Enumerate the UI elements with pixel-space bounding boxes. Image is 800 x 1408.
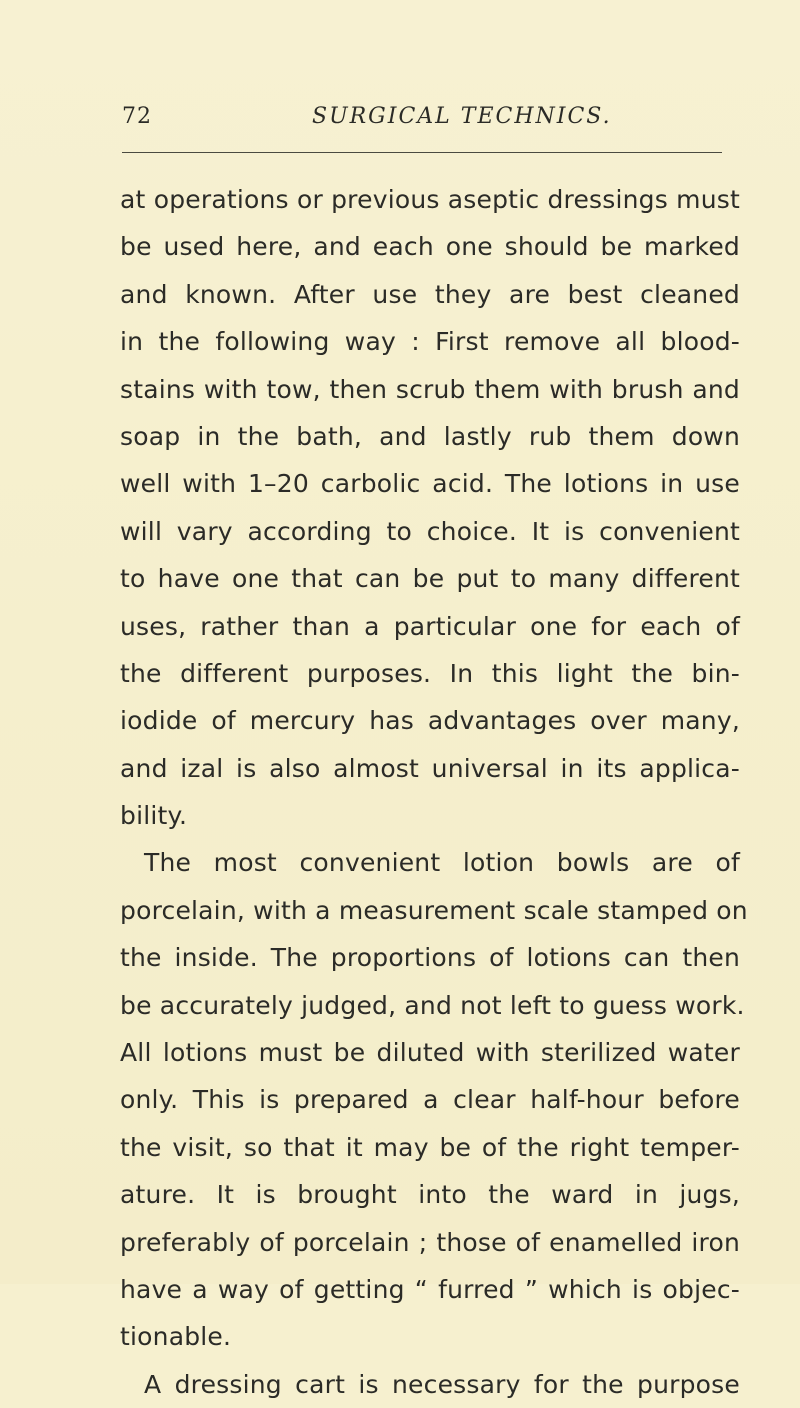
header-rule [122,152,722,153]
text-line: will vary according to choice. It is convenient [120,516,740,546]
text-line: have a way of getting “ furred ” which is objec- [120,1274,740,1304]
text-line: soap in the bath, and lastly rub them down [120,421,740,451]
text-line: porcelain, with a measurement scale stamped on [120,895,748,925]
text-line: stains with tow, then scrub them with brush and [120,374,740,404]
text-line: at operations or previous aseptic dressings must [120,185,740,214]
text-line: uses, rather than a particular one for each of [120,611,740,641]
text-line: ature. It is brought into the ward in jugs, [120,1180,740,1210]
page-header [0,104,800,144]
text-line: the inside. The proportions of lotions can then [120,943,740,973]
text-line: be accurately judged, and not left to guess work. [120,990,745,1020]
text-line: and known. After use they are best cleaned [120,279,740,309]
text-line: to have one that can be put to many different [120,564,740,594]
body-text [120,176,748,1408]
text-line: tionable. [120,1322,232,1352]
text-line: be used here, and each one should be marked [120,232,740,262]
text-line: A dressing cart is necessary for the purpose [144,1369,740,1399]
text-line: preferably of porcelain ; those of enamelled iron [120,1227,740,1257]
text-line: the visit, so that it may be of the right temper- [120,1132,740,1162]
page-number: 72 [122,104,152,129]
text-line: bility. [120,801,188,831]
text-line: iodide of mercury has advantages over many, [120,706,740,736]
text-line: well with 1–20 carbolic acid. The lotions in use [120,469,740,499]
text-line: and izal is also almost universal in its applica- [120,753,740,783]
text-line: the different purposes. In this light the bin- [120,658,740,688]
running-title: SURGICAL TECHNICS. [312,104,612,129]
text-line: All lotions must be diluted with sterilized water [120,1038,740,1068]
text-line: The most convenient lotion bowls are of [144,848,740,878]
text-line: in the following way : First remove all blood- [120,327,740,357]
text-line: only. This is prepared a clear half-hour before [120,1085,740,1115]
